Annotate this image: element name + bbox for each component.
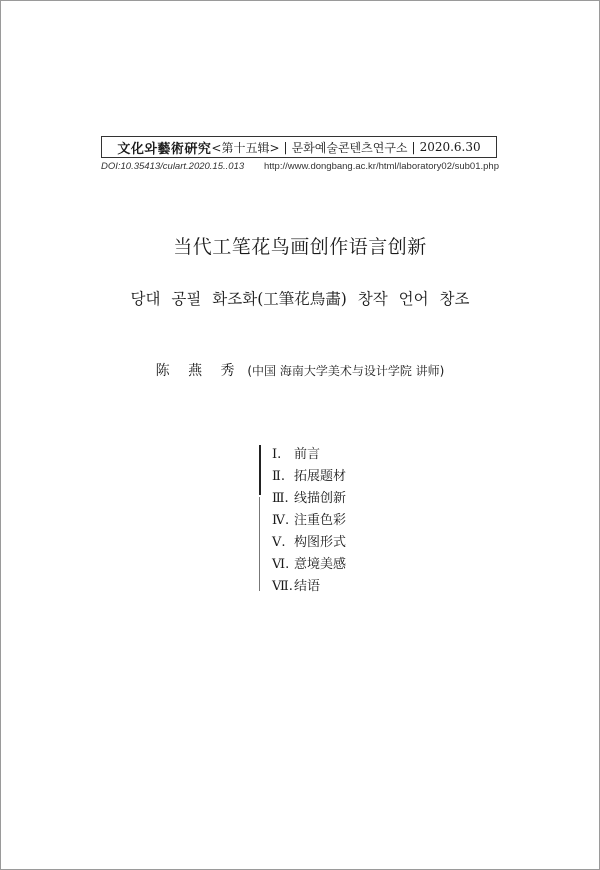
toc-item-number: Ⅲ.: [272, 491, 289, 506]
toc-item[interactable]: [272, 509, 346, 529]
toc-item-label: 拓展题材: [294, 469, 347, 484]
article-title-korean: 당대 공필 화조화(工筆花鳥畵) 창작 언어 창조: [130, 290, 470, 308]
toc-item[interactable]: [272, 531, 346, 551]
toc-item-number: Ⅴ.: [272, 535, 286, 550]
journal-volume: <第十五辑>: [211, 140, 280, 155]
toc-item[interactable]: [272, 443, 320, 463]
toc-item[interactable]: [272, 465, 346, 485]
author-name: 陈 燕 秀: [155, 363, 242, 379]
toc-item-label: 构图形式: [294, 535, 347, 550]
publication-date: 2020.6.30: [419, 140, 481, 154]
toc-item-label: 前言: [294, 447, 321, 462]
doi-text: DOI:10.35413/culart.2020.15..013: [101, 161, 245, 172]
source-url[interactable]: http://www.dongbang.ac.kr/html/laboratory02/sub01.php: [263, 161, 499, 172]
toc-item-label: 结语: [294, 579, 321, 594]
toc-item[interactable]: [272, 487, 346, 507]
publisher-name: 문화예술콘텐츠연구소: [291, 140, 408, 155]
toc-item-label: 意境美感: [294, 557, 347, 572]
author-affiliation: (中国 海南大学美术与设计学院 讲师): [247, 364, 445, 378]
toc-item-number: Ⅵ.: [272, 557, 290, 572]
toc-item-number: Ⅶ.: [272, 579, 293, 594]
toc-item[interactable]: [272, 553, 346, 573]
journal-name: 文化와藝術硏究: [117, 141, 212, 157]
header-separator-2: |: [411, 140, 416, 154]
article-title-chinese: 当代工笔花鸟画创作语言创新: [173, 236, 427, 258]
toc-item-number: Ⅳ.: [272, 513, 290, 528]
header-separator: |: [283, 140, 288, 154]
toc-item-number: Ⅱ.: [272, 469, 285, 484]
author-line: [0, 360, 600, 380]
toc-bar-thick: [259, 445, 261, 495]
toc-item-number: Ⅰ.: [272, 447, 282, 462]
toc-item-label: 线描创新: [294, 491, 347, 506]
journal-header-box: [101, 136, 497, 158]
toc-item-label: 注重色彩: [294, 513, 347, 528]
toc-bar-thin: [259, 497, 260, 591]
toc-item[interactable]: [272, 575, 320, 595]
